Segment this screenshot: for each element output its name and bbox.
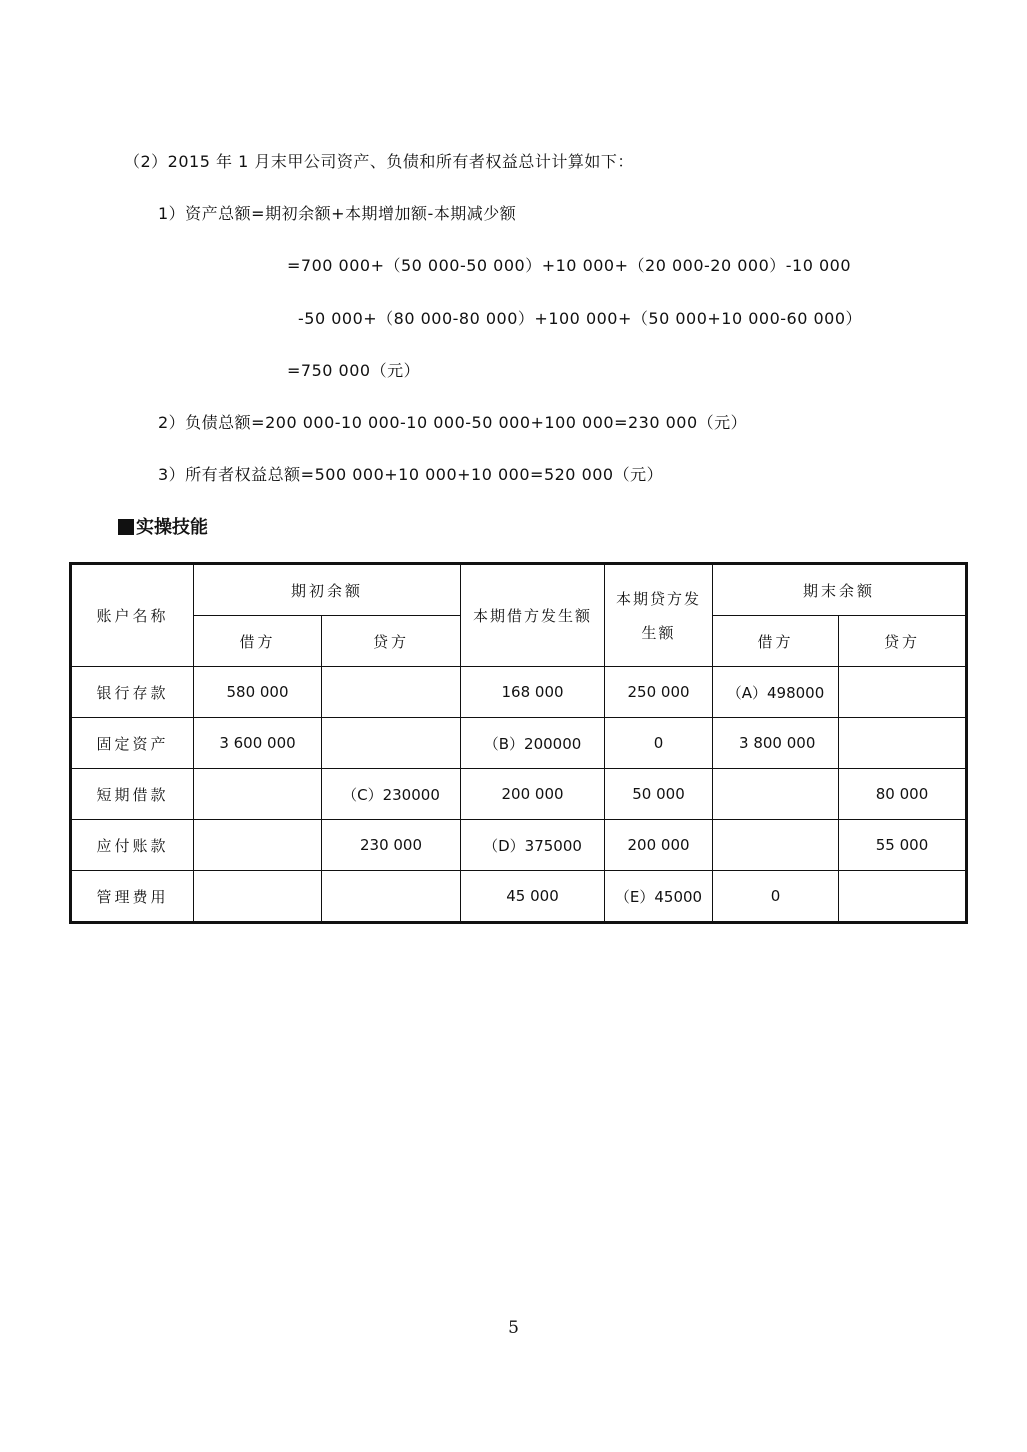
row-closing-credit: [839, 667, 967, 718]
black-square-icon: [118, 519, 134, 535]
row-opening-debit: [194, 769, 322, 820]
row-account-name: 银行存款: [71, 667, 194, 718]
header-period-debit: 本期借方发生额: [461, 564, 605, 667]
part2-title: （2）2015 年 1 月末甲公司资产、负债和所有者权益总计计算如下：: [124, 152, 634, 171]
header-account-name: 账户名称: [71, 564, 194, 667]
page-number: 5: [508, 1318, 519, 1338]
row-closing-debit: 0: [713, 871, 839, 923]
header-opening-debit: 借方: [194, 616, 322, 667]
assets-calc-line-1: =700 000+（50 000-50 000）+10 000+（20 000-20 000）-10 000: [287, 256, 852, 275]
row-account-name: 管理费用: [71, 871, 194, 923]
row-closing-debit: （A）498000: [713, 667, 839, 718]
row-period-debit: 168 000: [461, 667, 605, 718]
row-period-debit: 200 000: [461, 769, 605, 820]
row-period-credit: 250 000: [605, 667, 713, 718]
row-period-debit: （B）200000: [461, 718, 605, 769]
row-period-debit: 45 000: [461, 871, 605, 923]
row-opening-credit: [322, 718, 461, 769]
assets-calc-line-2: -50 000+（80 000-80 000）+100 000+（50 000+10 000-60 000）: [298, 309, 863, 328]
table-row: [71, 667, 967, 718]
table-header-row: [71, 564, 967, 616]
section-heading-text: 实操技能: [136, 517, 208, 538]
row-opening-debit: 3 600 000: [194, 718, 322, 769]
row-closing-debit: [713, 820, 839, 871]
header-closing-credit: 贷方: [839, 616, 967, 667]
row-period-credit: 200 000: [605, 820, 713, 871]
assets-formula-line: 1）资产总额=期初余额+本期增加额-本期减少额: [158, 204, 517, 223]
row-opening-debit: [194, 820, 322, 871]
row-opening-credit: [322, 667, 461, 718]
row-closing-credit: 55 000: [839, 820, 967, 871]
row-account-name: 固定资产: [71, 718, 194, 769]
account-balance-table: [69, 562, 968, 924]
equity-line: 3）所有者权益总额=500 000+10 000+10 000=520 000（元）: [158, 465, 664, 484]
table-row: [71, 769, 967, 820]
table-row: [71, 718, 967, 769]
row-closing-credit: 80 000: [839, 769, 967, 820]
row-account-name: 短期借款: [71, 769, 194, 820]
liabilities-line: 2）负债总额=200 000-10 000-10 000-50 000+100 000=230 000（元）: [158, 413, 748, 432]
row-period-credit: 50 000: [605, 769, 713, 820]
assets-result-line: =750 000（元）: [287, 361, 421, 380]
row-opening-credit: [322, 871, 461, 923]
header-closing-balance: 期末余额: [713, 564, 967, 616]
row-closing-credit: [839, 871, 967, 923]
header-opening-balance: 期初余额: [194, 564, 461, 616]
row-period-credit: 0: [605, 718, 713, 769]
row-opening-debit: 580 000: [194, 667, 322, 718]
row-period-credit: （E）45000: [605, 871, 713, 923]
row-closing-debit: 3 800 000: [713, 718, 839, 769]
row-opening-credit: 230 000: [322, 820, 461, 871]
row-closing-debit: [713, 769, 839, 820]
section-heading: [118, 517, 208, 539]
table-row: [71, 871, 967, 923]
table-row: [71, 820, 967, 871]
row-opening-credit: （C）230000: [322, 769, 461, 820]
row-account-name: 应付账款: [71, 820, 194, 871]
row-period-debit: （D）375000: [461, 820, 605, 871]
header-period-credit: 本期贷方发生额: [605, 564, 713, 667]
header-closing-debit: 借方: [713, 616, 839, 667]
row-closing-credit: [839, 718, 967, 769]
header-opening-credit: 贷方: [322, 616, 461, 667]
row-opening-debit: [194, 871, 322, 923]
